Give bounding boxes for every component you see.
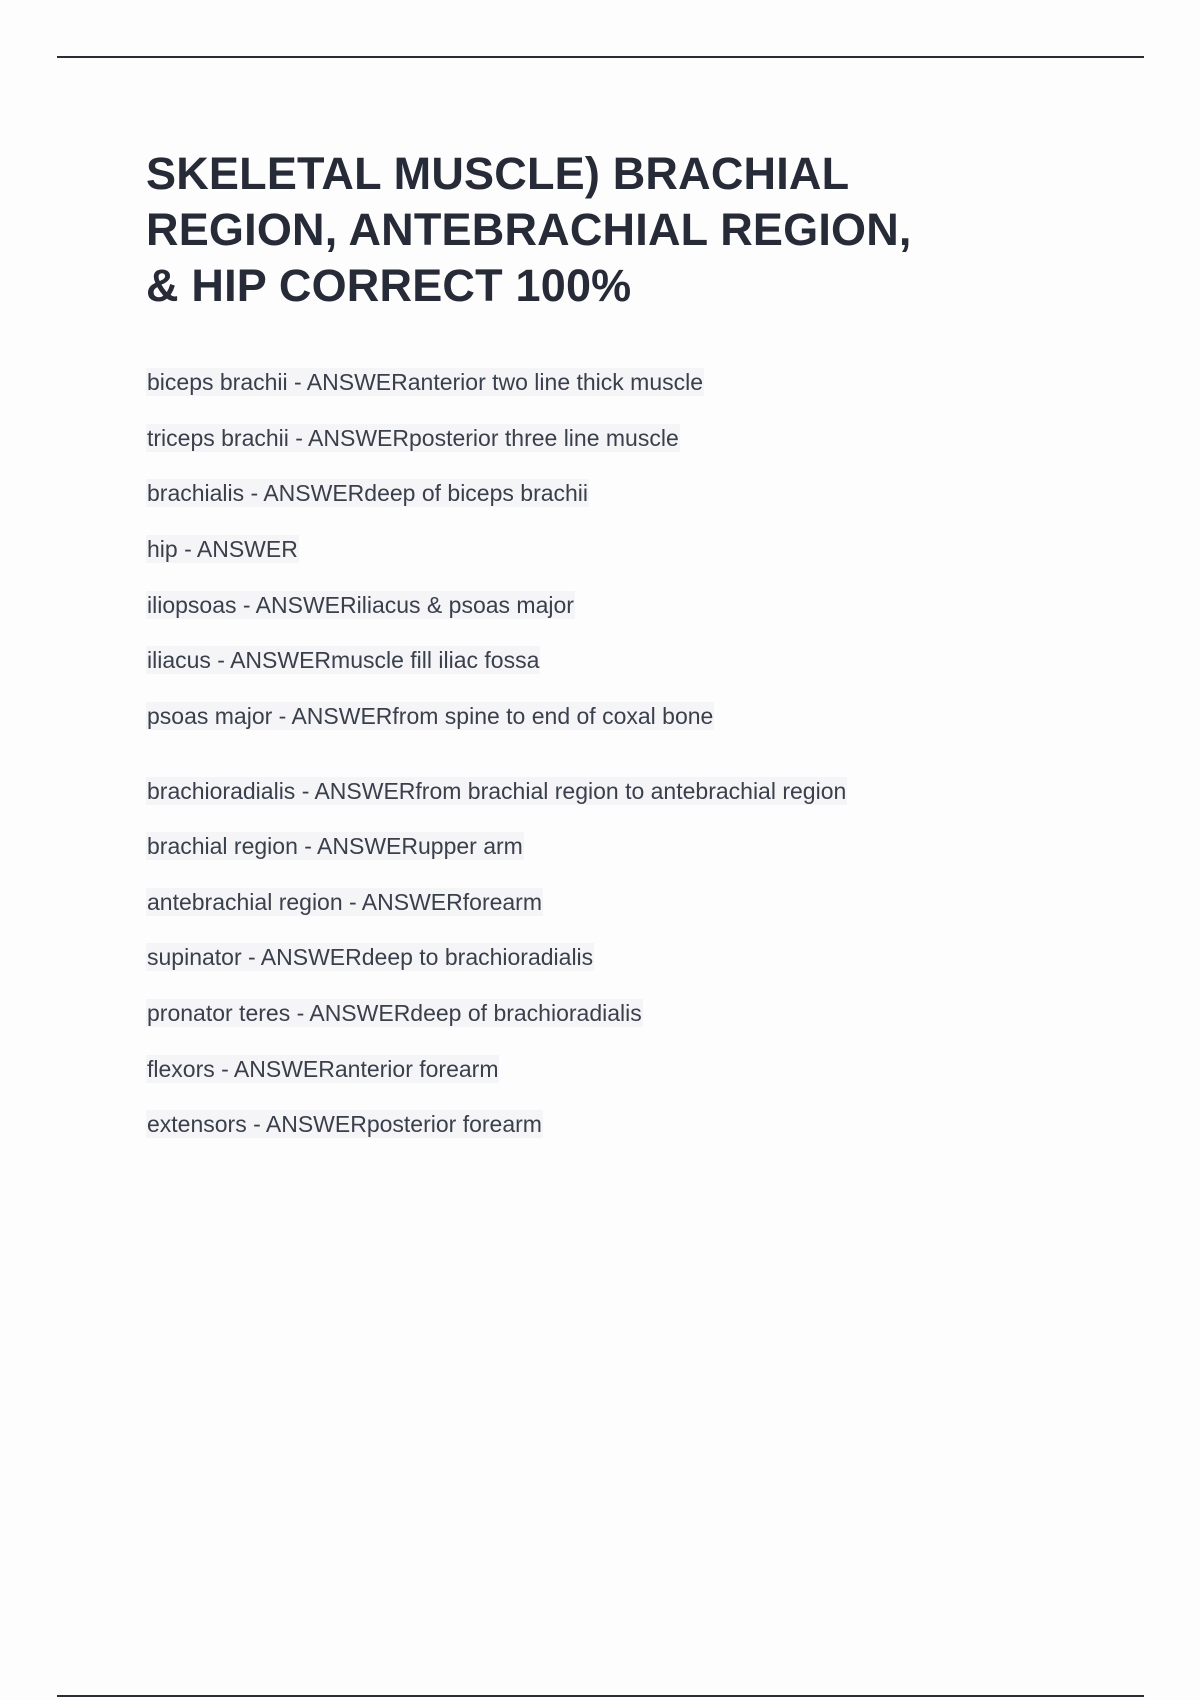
document-title	[146, 146, 1046, 314]
list-item: flexors - ANSWERanterior forearm	[147, 1056, 499, 1082]
document-body	[146, 146, 1046, 314]
list-item: hip - ANSWER	[147, 536, 298, 562]
list-item: psoas major - ANSWERfrom spine to end of coxal bone	[147, 703, 714, 729]
list-item: iliacus - ANSWERmuscle fill iliac fossa	[147, 647, 540, 673]
list-item: antebrachial region - ANSWERforearm	[147, 889, 542, 915]
list-item: iliopsoas - ANSWERiliacus & psoas major	[147, 592, 574, 618]
list-item: brachioradialis - ANSWERfrom brachial region to antebrachial region	[147, 778, 847, 804]
list-item: biceps brachii - ANSWERanterior two line thick muscle	[147, 369, 704, 395]
title-line: REGION, ANTEBRACHIAL REGION,	[146, 204, 912, 255]
title-line: SKELETAL MUSCLE) BRACHIAL	[146, 148, 850, 199]
bottom-divider	[57, 1695, 1144, 1697]
top-divider	[57, 56, 1144, 58]
list-item: supinator - ANSWERdeep to brachioradialis	[147, 944, 594, 970]
list-item: pronator teres - ANSWERdeep of brachioradialis	[147, 1000, 642, 1026]
list-item: triceps brachii - ANSWERposterior three line muscle	[147, 425, 679, 451]
list-item: brachialis - ANSWERdeep of biceps brachii	[147, 480, 589, 506]
list-item: extensors - ANSWERposterior forearm	[147, 1111, 542, 1137]
list-item: brachial region - ANSWERupper arm	[147, 833, 523, 859]
title-line: & HIP CORRECT 100%	[146, 260, 632, 311]
